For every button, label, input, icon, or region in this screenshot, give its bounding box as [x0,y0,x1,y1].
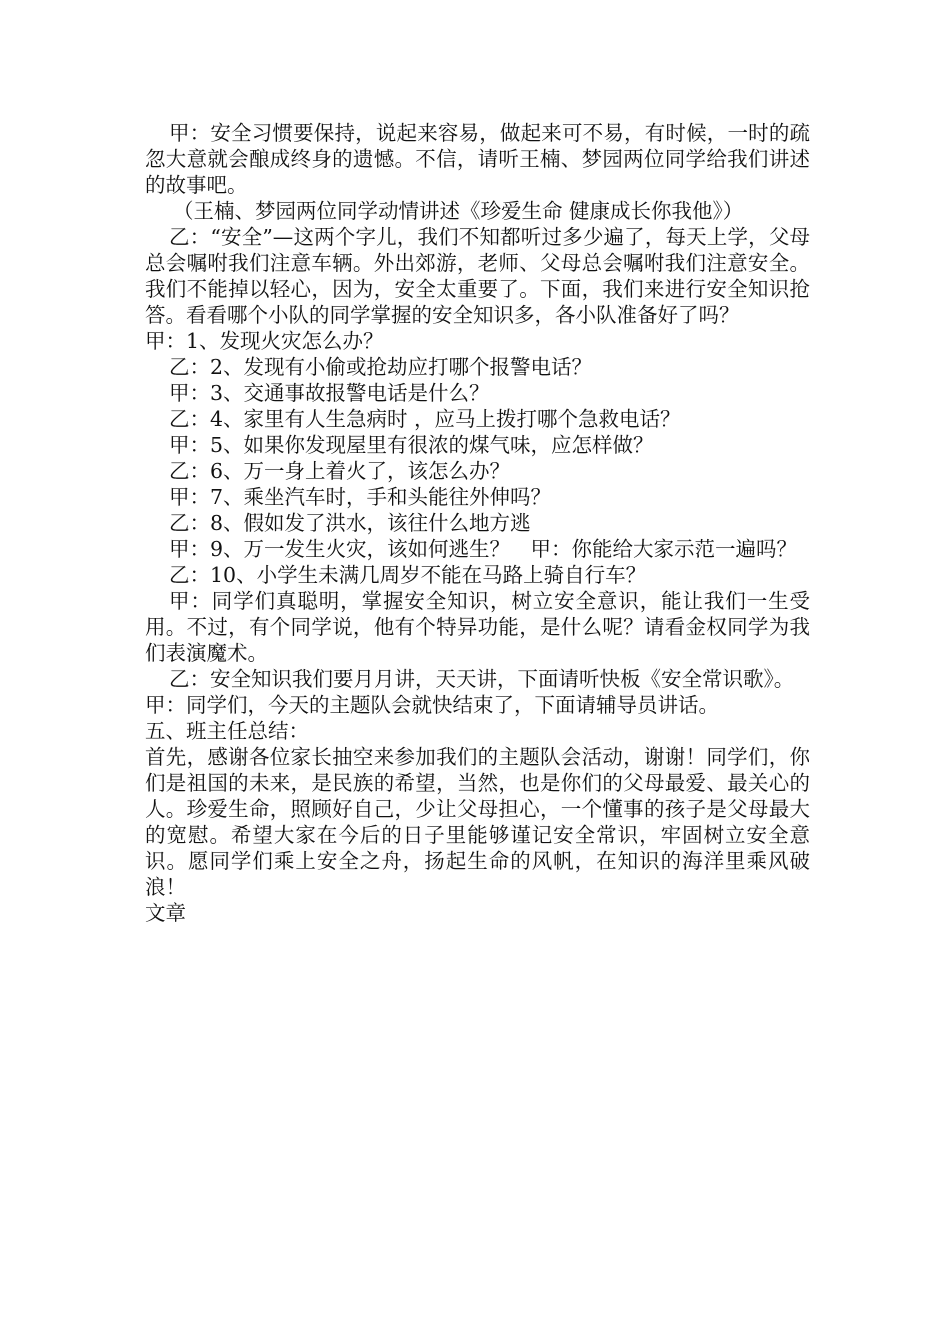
paragraph-story-note: （王楠、梦园两位同学动情讲述《珍爱生命 健康成长你我他》） [173,199,744,223]
question-7: 甲：7、乘坐汽车时，手和头能往外伸吗？ [169,485,552,509]
question-3: 甲：3、交通事故报警电话是什么？ [169,381,490,405]
question-8: 乙：8、假如发了洪水，该往什么地方逃 [169,511,531,535]
paragraph-safety-intro: 乙：“安全”—这两个字儿，我们不知都听过多少遍了，每天上学，父母总会嘱咐我们注意车辆。外出郊游，老师、父母总会嘱咐我们注意安全。我们不能掉以轻心，因为，安全太重要了。下面，我们来进行安全知识抢答。看看哪个小队的同学掌握的安全知识多，各小队准备好了吗？ [145,225,810,327]
document-page [145,120,810,926]
paragraph-magic: 甲：同学们真聪明，掌握安全知识，树立安全意识，能让我们一生受用。不过，有个同学说，他有个特异功能，是什么呢？请看金权同学为我们表演魔术。 [145,589,810,665]
question-5: 甲：5、如果你发现屋里有很浓的煤气味，应怎样做？ [169,433,654,457]
paragraph-meeting-end: 甲：同学们，今天的主题队会就快结束了，下面请辅导员讲话。 [145,693,719,717]
question-10: 乙：10、小学生未满几周岁不能在马路上骑自行车？ [169,563,647,587]
paragraph-safety-habit: 甲：安全习惯要保持，说起来容易，做起来可不易，有时候，一时的疏忽大意就会酿成终身的遗憾。不信，请听王楠、梦园两位同学给我们讲述的故事吧。 [145,121,810,197]
paragraph-footer-word: 文章 [145,901,186,925]
question-6: 乙：6、万一身上着火了，该怎么办？ [169,459,511,483]
paragraph-clapper-song: 乙：安全知识我们要月月讲，天天讲，下面请听快板《安全常识歌》。 [169,667,795,691]
question-9: 甲：9、万一发生火灾，该如何逃生？ 甲：你能给大家示范一遍吗？ [169,537,798,561]
question-1: 甲：1、发现火灾怎么办？ [145,329,384,353]
question-2: 乙：2、发现有小偷或抢劫应打哪个报警电话？ [169,355,593,379]
paragraph-teacher-summary: 首先，感谢各位家长抽空来参加我们的主题队会活动，谢谢！同学们，你们是祖国的未来，是民族的希望，当然，也是你们的父母最爱、最关心的人。珍爱生命，照顾好自己，少让父母担心，一个懂事的孩子是父母最大的宽慰。希望大家在今后的日子里能够谨记安全常识，牢固树立安全意识。愿同学们乘上安全之舟，扬起生命的风帆，在知识的海洋里乘风破浪！ [145,745,810,899]
question-4: 乙：4、家里有人生急病时 ，应马上拨打哪个急救电话？ [169,407,681,431]
section-heading-summary: 五、班主任总结： [145,719,309,743]
